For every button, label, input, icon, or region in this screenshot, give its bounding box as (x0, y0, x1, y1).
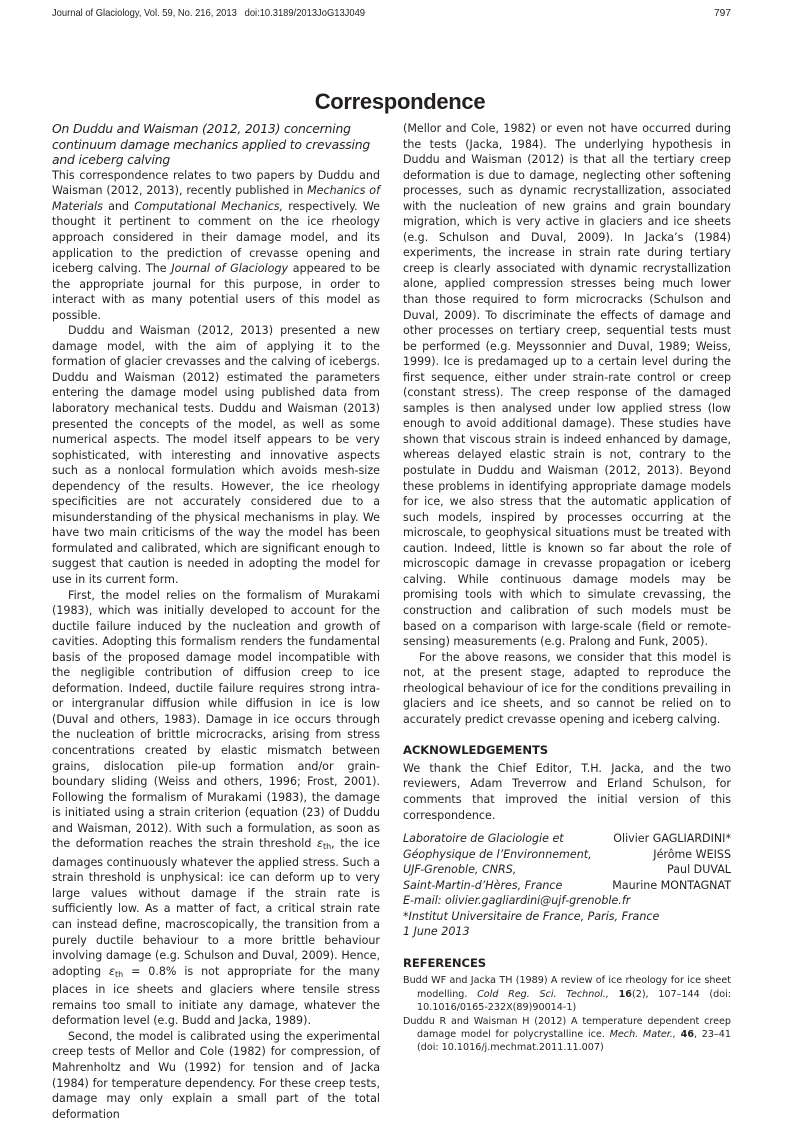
doi-link[interactable]: doi:10.3189/2013JoG13J049 (244, 8, 366, 19)
reference-item (403, 1015, 731, 1055)
left-column (52, 121, 380, 1122)
paragraph-5: (Mellor and Cole, 1982) or even not have occurred during the tests (Jacka, 1984). The underlying hypothesis in Duddu and Waisman (2012) is that all the tertiary creep deformation is due to damage, neglecting other softening processes, such as dynamic recrystallization, associated with the nucleation of new grains and grain boundary migration, which is very active in glaciers and ice sheets (e.g. Schulson and Duval, 2009). In Jacka’s (1984) experiments, the increase in strain rate during tertiary creep is clearly associated with dynamic recrystallization alone, applied compression stresses being much lower than those required to form microcracks (Schulson and Duval, 2009). To discriminate the effects of damage and other processes on tertiary creep, sequential tests must be performed (e.g. Meyssonnier and Duval, 1989; Weiss, 1999). Ice is predamaged up to a certain level during the first sequence, either under strain-rate control or creep (constant stress). The creep response of the damaged samples is then analysed under low applied stress (low enough to avoid additional damage). These studies have shown that viscous strain is indeed enhanced by damage, whereas delayed elastic strain is not, contrary to the postulate in Duddu and Waisman (2012, 2013). Beyond these problems in identifying appropriate damage models for ice, we also stress that the automatic application of such models, inspired by processes occurring at the microscale, to geophysical situations must be treated with caution. Indeed, little is known so far about the role of microscopic damage in crevasse propagation or iceberg calving. While continuous damage models may be promising tools with which to simulate crevassing, the construction and calibration of such models must be based on a comparison with large-scale (field or remote-sensing) measurements (e.g. Pralong and Funk, 2005). (403, 122, 731, 649)
reference-journal: Cold Reg. Sci. Technol., (477, 988, 609, 1000)
references-heading: REFERENCES (403, 955, 487, 970)
text-run: This correspondence relates to two papers by Duddu and Waisman (2012, 2013), recently published in (52, 168, 380, 198)
paragraph-3 (52, 588, 380, 1029)
institution-line: Laboratoire de Glaciologie et (403, 832, 564, 846)
reference-item (403, 974, 731, 1014)
text-run: appeared to be the appropriate journal for this purpose, in order to interact with as many potential users of this model as possible. (52, 262, 380, 322)
journal-name: Journal of Glaciology, Vol. 59, No. 216, 2013 (52, 8, 237, 19)
author-name: Olivier GAGLIARDINI* (613, 832, 731, 846)
submission-date: 1 June 2013 (403, 925, 470, 939)
author-footnote: *Institut Universitaire de France, Paris, France (403, 909, 660, 923)
contact-email[interactable]: E-mail: olivier.gagliardini@ujf-grenoble.fr (403, 894, 631, 908)
author-name: Paul DUVAL (667, 863, 731, 877)
text-run: and (102, 199, 135, 213)
paragraph-1 (52, 168, 380, 323)
reference-text: Duddu R and Waisman H (2012) A temperature dependent creep damage model for polycrystalline ice. (403, 1015, 731, 1041)
institution-line: UJF-Grenoble, CNRS, (403, 863, 517, 877)
acknowledgements-text: We thank the Chief Editor, T.H. Jacka, and the two reviewers, Adam Treverrow and Erland Schulson, for comments that improved the initial version of this correspondence. (403, 761, 731, 822)
references-section (403, 956, 731, 1055)
paragraph-6: For the above reasons, we consider that this model is not, at the present stage, adapted to reproduce the rheological behaviour of ice for the conditions prevailing in glaciers and ice sheets, and so cannot be relied on to accurately predict crevasse opening and iceberg calving. (403, 650, 731, 726)
epsilon-symbol: ε (316, 837, 323, 851)
reference-volume: 46 (680, 1029, 694, 1041)
reference-pages-doi: (2), 107–144 (doi: 10.1016/0165-232X(89)90014-1) (417, 988, 731, 1014)
paragraph-4: Second, the model is calibrated using the experimental creep tests of Mellor and Cole (1982) for compression, of Mahrenholtz and Wu (1992) for tension and of Jacka (1984) for temperature dependency. For these creep tests, damage may only explain a small part of the total deformation (52, 1029, 380, 1121)
institution-line: Géophysique de l’Environnement, (403, 847, 592, 861)
journal-title: Computational Mechanics, (134, 199, 284, 213)
reference-text: Budd WF and Jacka TH (1989) A review of ice rheology for ice sheet modelling. (403, 975, 731, 1000)
paragraph-2: Duddu and Waisman (2012, 2013) presented a new damage model, with the aim of applying it to the formation of glacier crevasses and the calving of icebergs. Duddu and Waisman (2012) estimated the parameters entering the damage model using published data from laboratory mechanical tests. Duddu and Waisman (2013) presented the concepts of the model, as well as some numerical aspects. The model itself appears to be very sophisticated, with interesting and innovative aspects such as a nonlocal formulation which avoids mesh-size dependency of the results. However, the ice rheology specificities are not accurately considered due to a misunderstanding of the physical mechanisms in play. We have two main criticisms of the way the model has been formulated and calibrated, which are significant enough to suggest that caution is needed in adopting the model for use in its current form. (52, 324, 380, 586)
text-run: First, the model relies on the formalism of Murakami (1983), which was initially developed to account for the ductile failure induced by the nucleation and growth of cavities. Adopting this formalism renders the fundamental basis of the proposed damage model incompatible with the negligible contribution of diffusion creep to ice deformation. Indeed, ductile failure requires strong intra- or intergranular diffusion while diffusion in ice is low (Duval and others, 1983). Damage in ice occurs through the nucleation of brittle microcracks, arising from stress concentrations created by elastic mismatch between grains, dislocation pile-up formation and/or grain-boundary sliding (Weiss and others, 1996; Frost, 2001). Following the formalism of Murakami (1983), the damage is initiated using a strain criterion (equation (23) of Duddu and Waisman, 2012). With such a formulation, as soon as the deformation reaches the strain threshold (52, 588, 380, 851)
journal-citation (52, 8, 365, 19)
text-run: , the ice damages continuously whatever the applied stress. Such a strain threshold is unphysical: ice can deform up to very large values without damage if the strain rate is sufficiently low. As a matter of fact, a critical strain rate can instead define, macroscopically, the transition from a purely ductile behaviour to a more brittle behaviour involving damage (e.g. Schulson and Duval, 2009). Hence, adopting (52, 837, 380, 978)
text-run: respectively. We thought it pertinent to comment on the ice rheology approach considered in their damage model, and its application to the prediction of crevasse opening and iceberg calving. The (52, 199, 380, 276)
institution-line: Saint-Martin-d’Hères, France (403, 878, 563, 892)
journal-title: Journal of Glaciology (171, 262, 289, 276)
author-name: Maurine MONTAGNAT (612, 878, 731, 892)
acknowledgements-heading: ACKNOWLEDGEMENTS (403, 743, 548, 758)
right-column (403, 121, 731, 1055)
text-run: = 0.8% is not appropriate for the many places in ice sheets and glaciers where tensile stress remains too small to initiate any damage, whatever the deformation level (e.g. Budd and Jacka, 1989). (52, 964, 381, 1028)
reference-volume: 16 (618, 988, 632, 1000)
reference-pages-doi: , 23–41 (doi: 10.1016/j.mechmat.2011.11.007) (417, 1029, 731, 1054)
journal-title: Mechanics of Materials (52, 184, 380, 213)
running-head (52, 8, 677, 19)
affiliation-block (403, 831, 731, 893)
article-subtitle: On Duddu and Waisman (2012, 2013) concerning continuum damage mechanics applied to crevassing and iceberg calving (52, 121, 371, 168)
author-name: Jérôme WEISS (653, 847, 731, 861)
subscript: th (115, 969, 124, 979)
page-title: Correspondence (314, 88, 486, 114)
reference-journal: Mech. Mater., (609, 1029, 676, 1041)
epsilon-symbol: ε (109, 964, 116, 978)
page-number: 797 (714, 8, 731, 19)
subscript: th (322, 842, 332, 852)
